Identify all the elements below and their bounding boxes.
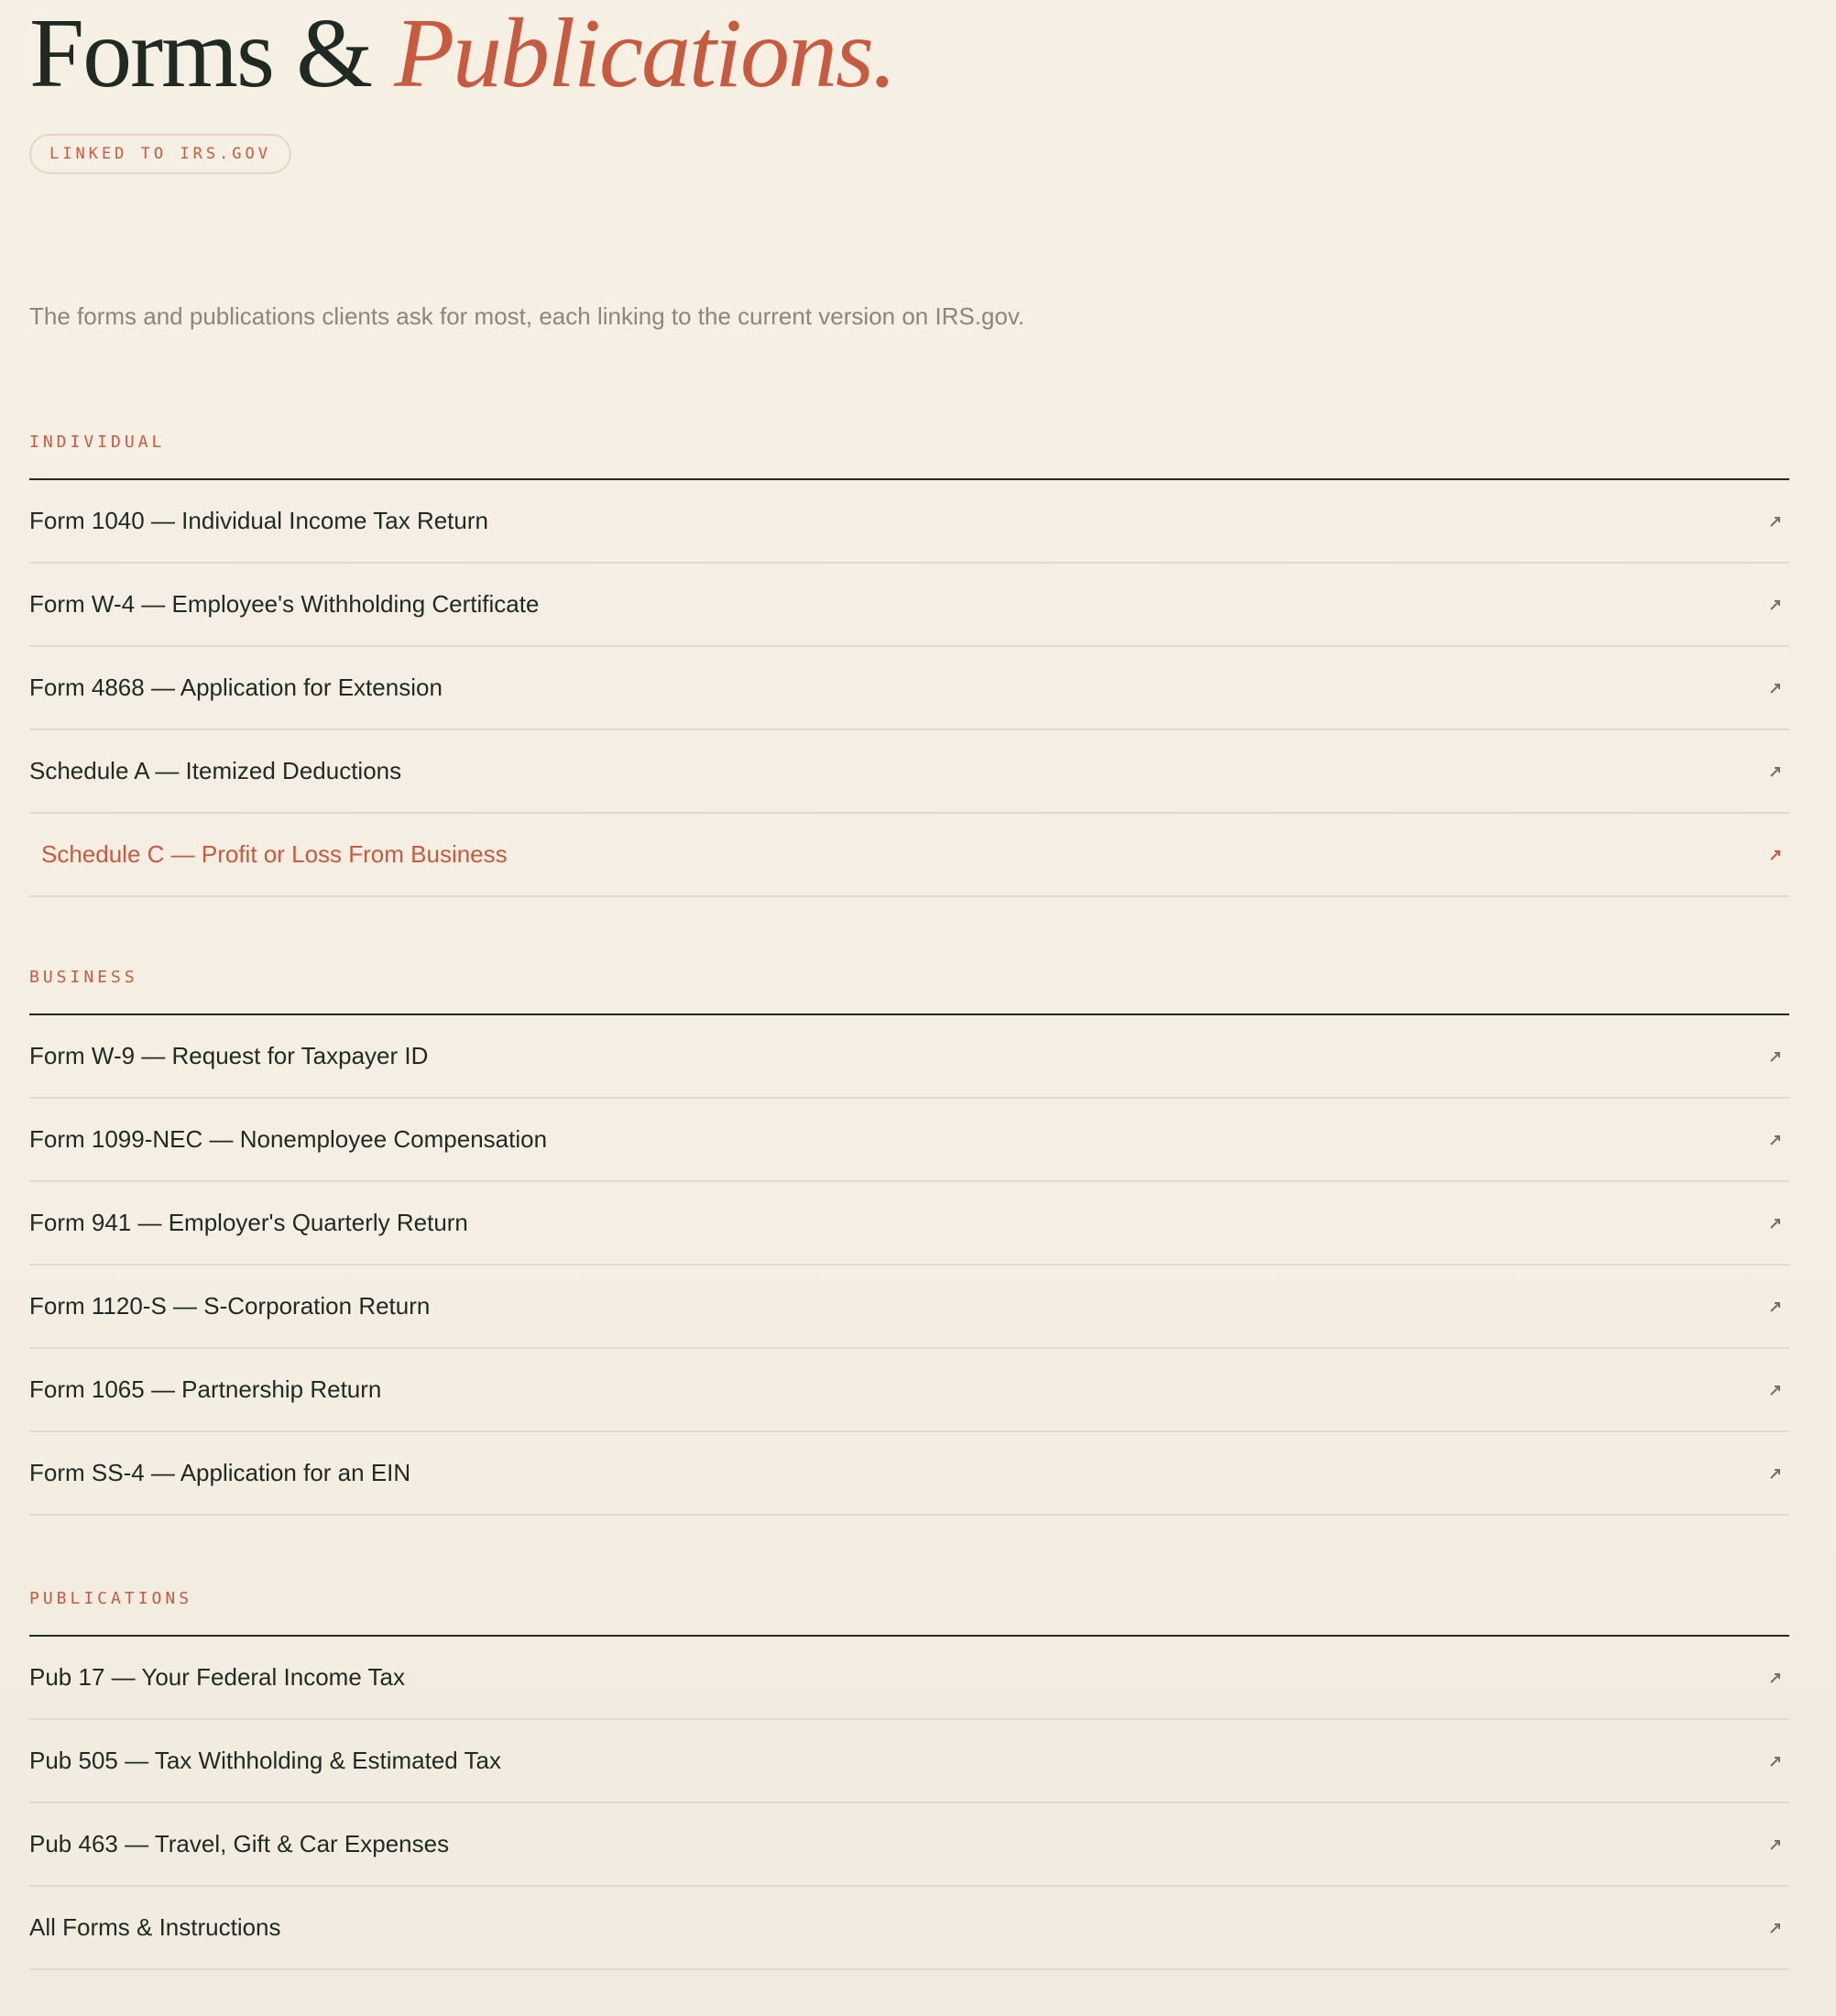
intro-text: The forms and publications clients ask for most, each linking to the current version on IRS.gov. [29, 302, 1025, 330]
list-publications [29, 1635, 1789, 1970]
link-form-w9[interactable] [29, 1015, 1789, 1099]
list-item-label: Form 1099-NEC — Nonemployee Compensation [29, 1125, 548, 1153]
page-title-accent: Publications. [394, 0, 896, 108]
list-item-label: Form 1065 — Partnership Return [29, 1375, 382, 1403]
list-item-label: Form SS-4 — Application for an EIN [29, 1459, 411, 1486]
link-form-ss4[interactable] [29, 1432, 1789, 1516]
link-form-941[interactable] [29, 1182, 1789, 1265]
list-item-label: Schedule A — Itemized Deductions [29, 757, 402, 784]
link-pub-505[interactable] [29, 1720, 1789, 1803]
list-item-label: Pub 505 — Tax Withholding & Estimated Tax [29, 1747, 501, 1774]
arrow-up-right-icon [1767, 1465, 1784, 1482]
link-form-w4[interactable] [29, 564, 1789, 647]
list-item-label: Form W-4 — Employee's Withholding Certificate [29, 590, 540, 618]
list-item-label: Form W-9 — Request for Taxpayer ID [29, 1042, 429, 1069]
arrow-up-right-icon [1767, 680, 1784, 696]
list-item-label: Pub 17 — Your Federal Income Tax [29, 1663, 405, 1691]
link-pub-17[interactable] [29, 1637, 1789, 1720]
arrow-up-right-icon [1767, 1298, 1784, 1315]
link-form-4868[interactable] [29, 647, 1789, 730]
list-business [29, 1013, 1789, 1516]
arrow-up-right-icon [1767, 597, 1784, 613]
list-item-label: Form 1120-S — S-Corporation Return [29, 1292, 431, 1320]
arrow-up-right-icon [1767, 1753, 1784, 1769]
arrow-up-right-icon [1767, 1836, 1784, 1853]
link-pub-463[interactable] [29, 1803, 1789, 1887]
section-label-business: BUSINESS [29, 968, 138, 987]
list-item-label: Form 1040 — Individual Income Tax Return [29, 507, 488, 534]
link-schedule-c[interactable] [29, 814, 1789, 897]
page-title [29, 0, 896, 108]
link-form-1065[interactable] [29, 1349, 1789, 1432]
section-label-publications: PUBLICATIONS [29, 1589, 193, 1608]
arrow-up-right-icon [1767, 1048, 1784, 1065]
list-item-label: Pub 463 — Travel, Gift & Car Expenses [29, 1830, 450, 1857]
link-form-1040[interactable] [29, 480, 1789, 564]
list-item-label: All Forms & Instructions [29, 1913, 281, 1941]
list-item-label: Form 4868 — Application for Extension [29, 674, 443, 701]
arrow-up-right-icon [1767, 847, 1784, 863]
list-item-label: Schedule C — Profit or Loss From Business [41, 840, 508, 868]
list-item-label: Form 941 — Employer's Quarterly Return [29, 1209, 468, 1236]
list-individual [29, 478, 1789, 897]
link-all-forms[interactable] [29, 1887, 1789, 1970]
arrow-up-right-icon [1767, 763, 1784, 780]
arrow-up-right-icon [1767, 1920, 1784, 1936]
linked-badge: LINKED TO IRS.GOV [29, 134, 291, 174]
section-label-individual: INDIVIDUAL [29, 433, 166, 452]
link-form-1099-nec[interactable] [29, 1099, 1789, 1182]
link-form-1120-s[interactable] [29, 1265, 1789, 1349]
arrow-up-right-icon [1767, 1382, 1784, 1398]
arrow-up-right-icon [1767, 1215, 1784, 1232]
arrow-up-right-icon [1767, 1670, 1784, 1686]
link-schedule-a[interactable] [29, 730, 1789, 814]
page-title-main: Forms & [29, 0, 372, 108]
arrow-up-right-icon [1767, 513, 1784, 530]
arrow-up-right-icon [1767, 1132, 1784, 1148]
